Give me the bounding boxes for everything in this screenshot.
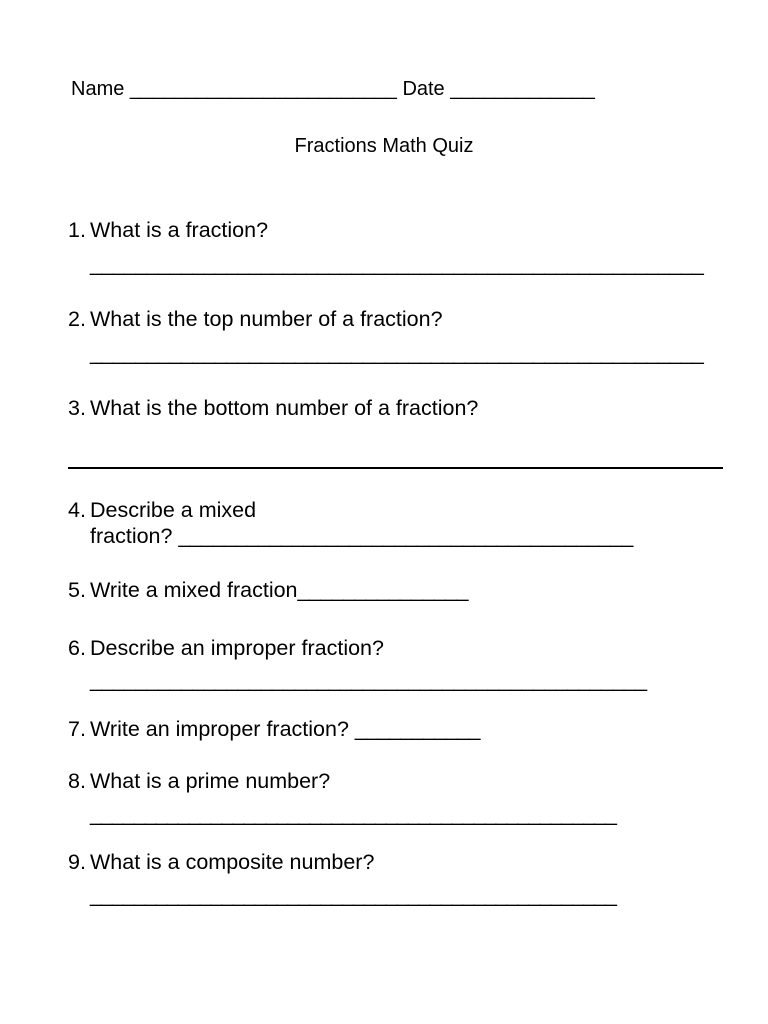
name-field[interactable]: ________________________ (129, 78, 397, 100)
question-number: 8. (68, 769, 86, 793)
date-label: Date (402, 78, 445, 100)
question-number: 4. (68, 498, 86, 522)
question-6 (68, 636, 384, 661)
question-number: 9. (68, 850, 86, 874)
question-text: Write a mixed fraction (90, 578, 298, 602)
question-number: 3. (68, 396, 86, 420)
question-7 (68, 717, 480, 742)
answer-field-6[interactable]: _________________________________________________ (90, 668, 647, 692)
question-text: Describe a mixed (90, 498, 257, 522)
answer-field-5[interactable]: _______________ (297, 578, 468, 602)
question-2 (68, 307, 443, 332)
answer-field-7[interactable]: ___________ (354, 717, 480, 741)
question-1 (68, 218, 268, 243)
question-text: What is a prime number? (90, 769, 331, 793)
page-title: Fractions Math Quiz (294, 135, 474, 157)
question-text: Write an improper fraction? (90, 717, 355, 741)
answer-field-4[interactable]: ________________________________________ (178, 524, 633, 548)
question-number: 6. (68, 636, 86, 660)
question-text: What is the top number of a fraction? (90, 307, 443, 331)
question-text: What is a composite number? (90, 850, 375, 874)
question-number: 7. (68, 717, 86, 741)
question-3 (68, 396, 478, 421)
date-field[interactable]: _____________ (450, 78, 595, 100)
answer-field-3[interactable] (68, 467, 723, 469)
question-number: 1. (68, 218, 86, 242)
question-5 (68, 578, 468, 603)
answer-field-9[interactable]: ________________________________________________ (90, 883, 616, 907)
question-9 (68, 850, 374, 875)
answer-field-8[interactable]: ________________________________________________ (90, 802, 616, 826)
answer-field-2[interactable]: ______________________________________________________ (90, 341, 704, 365)
question-text: Describe an improper fraction? (90, 636, 384, 660)
question-text: What is a fraction? (90, 218, 269, 242)
answer-field-1[interactable]: ______________________________________________________ (90, 252, 704, 276)
question-4-continued (90, 524, 633, 549)
question-number: 5. (68, 578, 86, 602)
question-number: 2. (68, 307, 86, 331)
question-text-cont: fraction? (90, 524, 179, 548)
name-label: Name (71, 78, 125, 100)
question-4 (68, 498, 256, 523)
question-text: What is the bottom number of a fraction? (90, 396, 479, 420)
question-8 (68, 769, 330, 794)
header-line (71, 76, 595, 102)
